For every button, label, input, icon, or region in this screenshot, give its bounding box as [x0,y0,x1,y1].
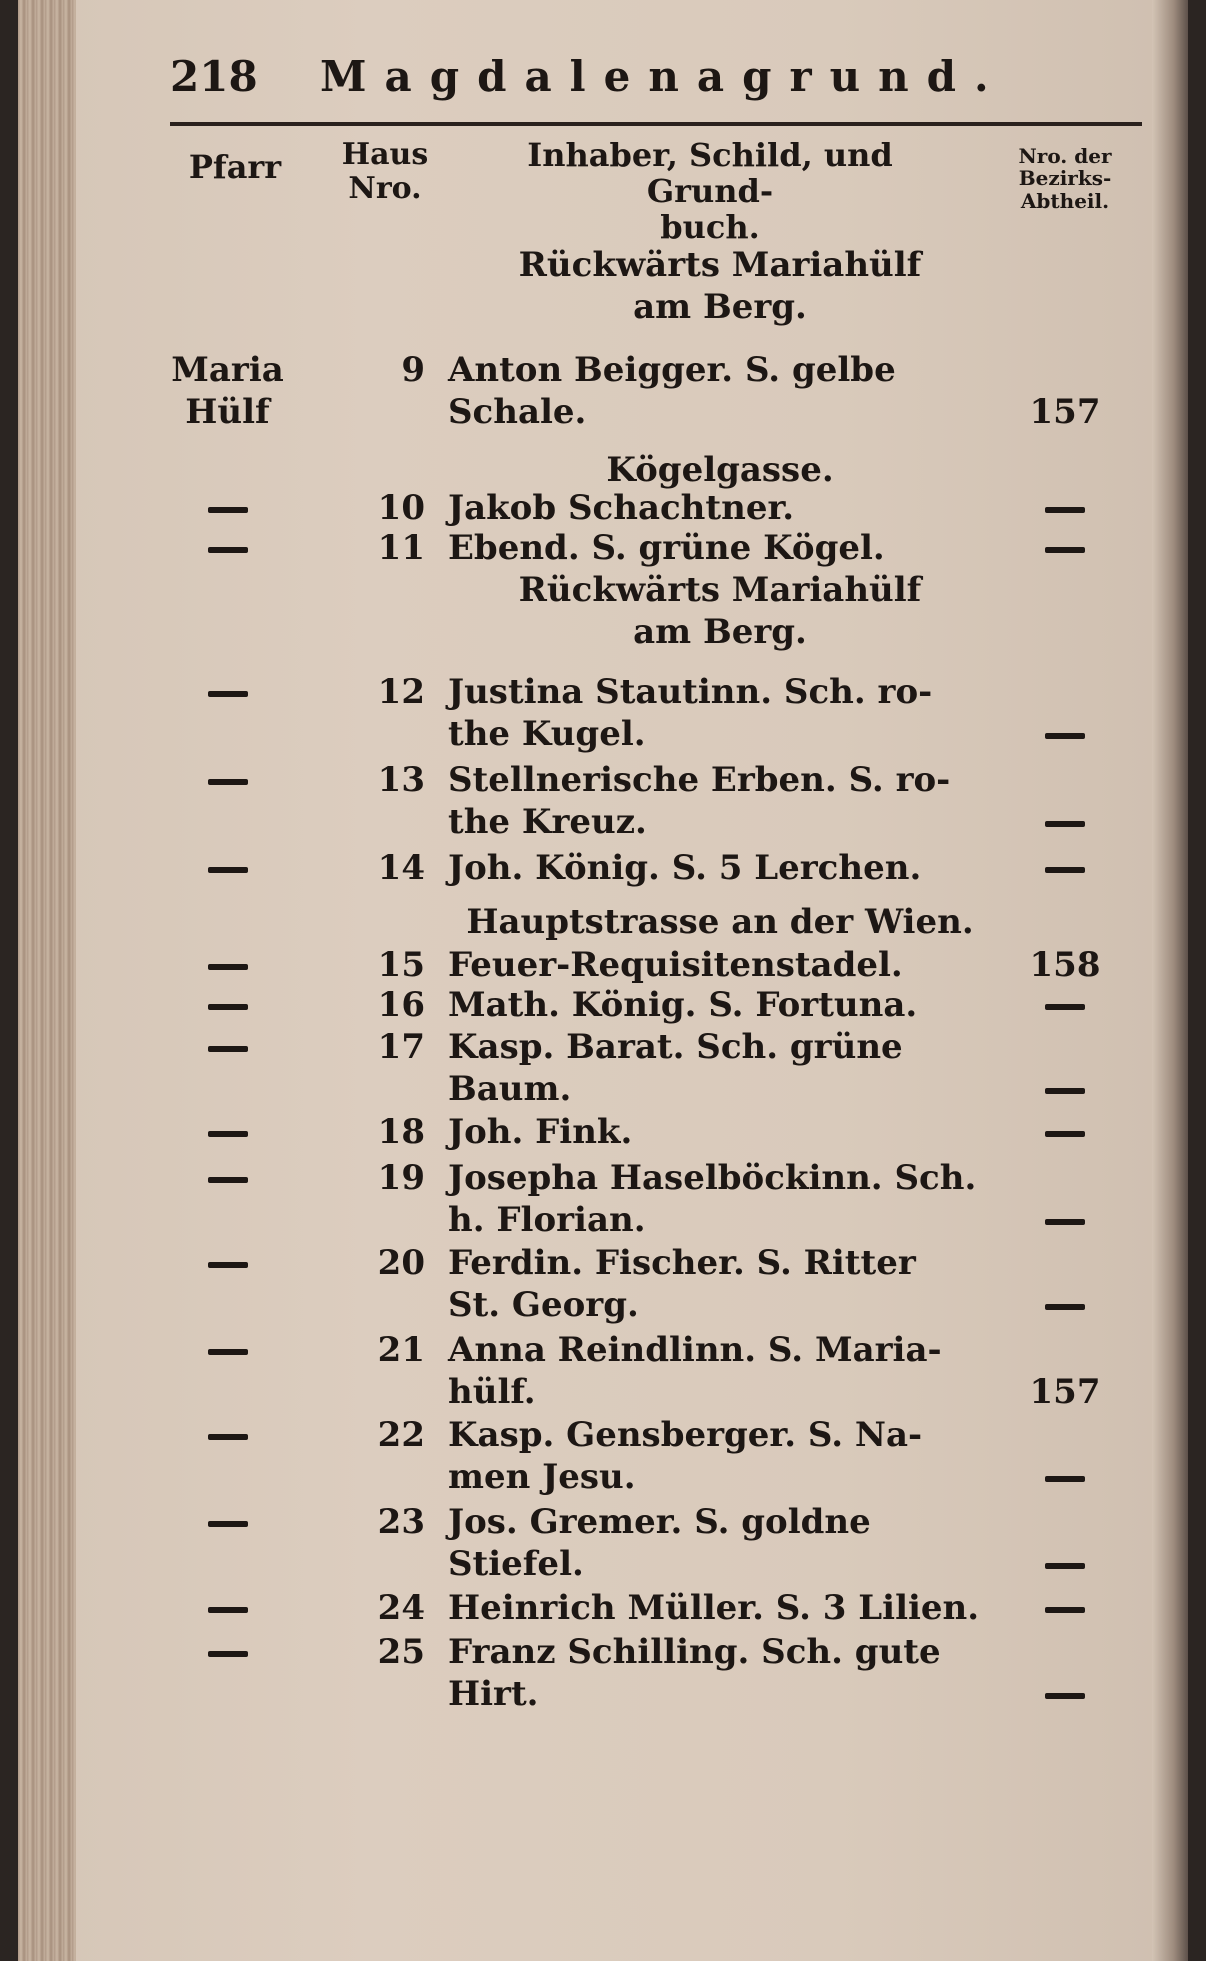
house-number: 13 [377,760,425,800]
house-number: 19 [377,1158,425,1198]
house-number: 20 [377,1243,425,1283]
ditto-dash [1045,1563,1085,1569]
house-number: 22 [377,1415,425,1455]
ditto-dash [208,507,248,513]
bezirk-number [1010,714,1120,754]
house-number: 12 [377,672,425,712]
owner-sign-text: Baum. [448,1069,572,1109]
house-number: 14 [377,848,425,888]
bezirk-number [1010,1285,1120,1325]
pfarr-cell [170,985,285,1025]
owner-sign-text: Ebend. S. grüne Kögel. [448,528,885,568]
pfarr-cell [170,488,285,528]
bezirk-number [1010,1457,1120,1497]
bezirk-number [1010,1674,1120,1714]
page-edge-right [1152,0,1188,1961]
pfarr-cell [170,1243,285,1283]
ditto-dash [208,1349,248,1355]
house-number: 24 [377,1588,425,1628]
pfarr-cell: Hülf [185,392,270,432]
ditto-dash [1045,507,1085,513]
bezirk-number [1010,985,1120,1025]
ditto-dash [208,1651,248,1657]
bezirk-number: 157 [1029,392,1101,432]
bezirk-number: 157 [1029,1372,1101,1412]
owner-sign-text: Schale. [448,392,587,432]
page-edges-left [18,0,76,1961]
owner-sign-text: Kasp. Gensberger. S. Na- [448,1415,923,1455]
ditto-dash [208,1262,248,1268]
ditto-dash [1045,867,1085,873]
owner-sign-text: Justina Stautinn. Sch. ro- [448,672,933,712]
page-number: 218 [170,52,258,101]
owner-sign-text: Joh. Fink. [448,1112,633,1152]
ditto-dash [1045,821,1085,827]
owner-sign-text: hülf. [448,1372,536,1412]
ditto-dash [208,964,248,970]
section-heading: am Berg. [633,612,807,652]
bezirk-number [1010,848,1120,888]
bezirk-number [1010,488,1120,528]
owner-sign-text: Joh. König. S. 5 Lerchen. [448,848,922,888]
bezirk-number: 158 [1029,945,1101,985]
ditto-dash [208,1607,248,1613]
ditto-dash [1045,1004,1085,1010]
house-number: 25 [377,1632,425,1672]
section-heading: Kögelgasse. [606,450,834,490]
page-title: Magdalenagrund. [320,52,1007,101]
owner-sign-text: Ferdin. Fischer. S. Ritter [448,1243,916,1283]
ditto-dash [1045,733,1085,739]
ditto-dash [208,1177,248,1183]
ditto-dash [1045,1693,1085,1699]
house-number: 17 [377,1027,425,1067]
owner-sign-text: the Kreuz. [448,802,647,842]
ditto-dash [1045,1304,1085,1310]
pfarr-cell [170,1158,285,1198]
section-heading: am Berg. [633,287,807,327]
ditto-dash [208,1131,248,1137]
owner-sign-text: Feuer-Requisitenstadel. [448,945,903,985]
pfarr-cell [170,1632,285,1672]
owner-sign-text: Math. König. S. Fortuna. [448,985,918,1025]
section-heading: Hauptstrasse an der Wien. [466,902,974,942]
pfarr-cell [170,1502,285,1542]
pfarr-cell [170,672,285,712]
owner-sign-text: Franz Schilling. Sch. gute [448,1632,941,1672]
column-header-bezirk: Nro. der Bezirks- Abtheil. [1018,144,1112,213]
running-head [170,52,1007,122]
house-number: 23 [377,1502,425,1542]
pfarr-cell [170,1415,285,1455]
ditto-dash [208,1004,248,1010]
section-heading: Rückwärts Mariahülf [518,245,922,285]
bezirk-number [1010,528,1120,568]
header-rule [170,122,1142,126]
house-number: 15 [377,945,425,985]
owner-sign-text: Anton Beigger. S. gelbe [448,350,896,390]
ditto-dash [208,1046,248,1052]
ditto-dash [208,1521,248,1527]
owner-sign-text: Anna Reindlinn. S. Maria- [448,1330,942,1370]
bezirk-number [1010,1588,1120,1628]
ditto-dash [1045,1476,1085,1482]
pfarr-cell [170,1027,285,1067]
pfarr-cell: Maria [171,350,284,390]
pfarr-cell [170,1330,285,1370]
owner-sign-text: Josepha Haselböckinn. Sch. [448,1158,977,1198]
owner-sign-text: Jakob Schachtner. [448,488,795,528]
house-number: 10 [377,488,425,528]
ditto-dash [208,547,248,553]
column-header-pfarr: Pfarr [188,148,282,186]
bezirk-number [1010,802,1120,842]
pfarr-cell [170,528,285,568]
owner-sign-text: Heinrich Müller. S. 3 Lilien. [448,1588,980,1628]
ditto-dash [1045,1131,1085,1137]
owner-sign-text: h. Florian. [448,1200,646,1240]
ditto-dash [208,1434,248,1440]
owner-sign-text: Jos. Gremer. S. goldne [448,1502,871,1542]
bezirk-number [1010,1112,1120,1152]
owner-sign-text: the Kugel. [448,714,646,754]
house-number: 18 [377,1112,425,1152]
pfarr-cell [170,1112,285,1152]
owner-sign-text: Stellnerische Erben. S. ro- [448,760,951,800]
ditto-dash [208,779,248,785]
ditto-dash [1045,1088,1085,1094]
owner-sign-text: men Jesu. [448,1457,636,1497]
house-number: 16 [377,985,425,1025]
pfarr-cell [170,848,285,888]
pfarr-cell [170,945,285,985]
owner-sign-text: Hirt. [448,1674,539,1714]
section-heading: Rückwärts Mariahülf [518,570,922,610]
bezirk-number [1010,1544,1120,1584]
house-number: 9 [401,350,425,390]
bezirk-number [1010,1200,1120,1240]
house-number: 21 [377,1330,425,1370]
column-header-haus-nro: Haus Nro. [341,137,429,206]
pfarr-cell [170,760,285,800]
ditto-dash [1045,547,1085,553]
ditto-dash [1045,1219,1085,1225]
bezirk-number [1010,1069,1120,1109]
owner-sign-text: Kasp. Barat. Sch. grüne [448,1027,903,1067]
ditto-dash [208,691,248,697]
house-number: 11 [377,528,425,568]
pfarr-cell [170,1588,285,1628]
owner-sign-text: St. Georg. [448,1285,639,1325]
column-header-inhaber: Inhaber, Schild, und Grund- buch. [527,136,893,246]
owner-sign-text: Stiefel. [448,1544,584,1584]
ditto-dash [1045,1607,1085,1613]
ditto-dash [208,867,248,873]
